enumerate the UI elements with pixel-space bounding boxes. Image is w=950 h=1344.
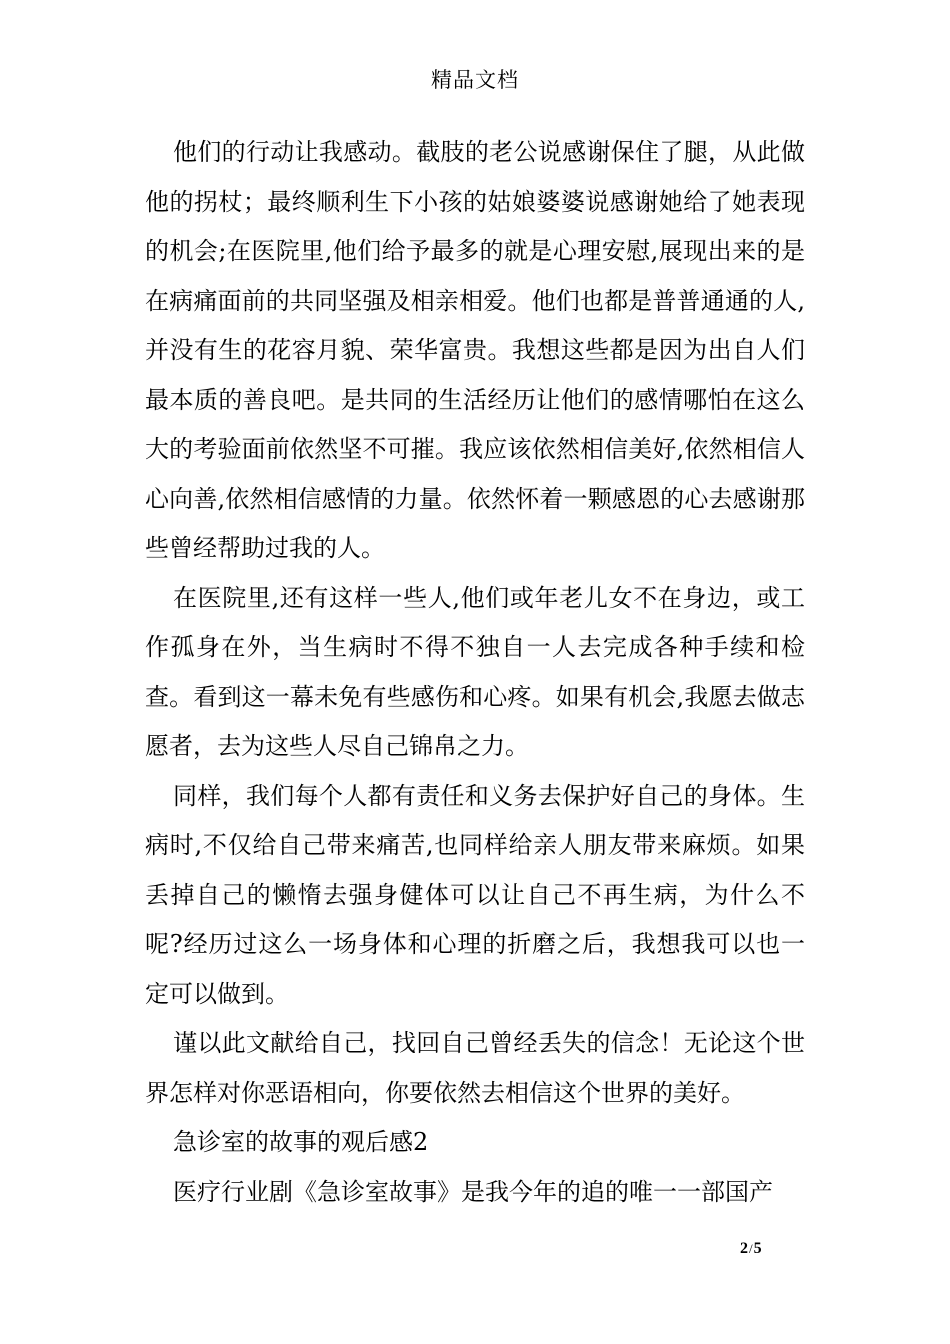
paragraph: 在医院里,还有这样一些人,他们或年老儿女不在身边，或工作孤身在外，当生病时不得不独自一人去完成各种手续和检查。看到这一幕未免有些感伤和心疼。如果有机会,我愿去做志愿者，去为这些人尽自己锦帛之力。	[145, 583, 805, 760]
paragraph: 医疗行业剧《急诊室故事》是我今年的追的唯一一部国产	[173, 1177, 773, 1206]
page-separator: /	[749, 1241, 753, 1256]
current-page: 2	[740, 1240, 748, 1257]
document-body	[145, 128, 805, 1217]
page-header: 精品文档	[431, 68, 519, 92]
paragraph: 谨以此文献给自己，找回自己曾经丢失的信念！无论这个世界怎样对你恶语相向，你要依然去相信这个世界的美好。	[145, 1029, 805, 1107]
paragraph: 同样，我们每个人都有责任和义务去保护好自己的身体。生病时,不仅给自己带来痛苦,也同样给亲人朋友带来麻烦。如果丢掉自己的懒惰去强身健体可以让自己不再生病，为什么不呢?经历过这么一场身体和心理的折磨之后，我想我可以也一定可以做到。	[145, 781, 805, 1008]
section-heading: 急诊室的故事的观后感2	[173, 1128, 429, 1156]
total-pages: 5	[753, 1240, 762, 1257]
page-number	[740, 1240, 800, 1258]
paragraph: 他们的行动让我感动。截肢的老公说感谢保住了腿，从此做他的拐杖；最终顺利生下小孩的姑娘婆婆说感谢她给了她表现的机会;在医院里,他们给予最多的就是心理安慰,展现出来的是在病痛面前的共同坚强及相亲相爱。他们也都是普普通通的人,并没有生的花容月貌、荣华富贵。我想这些都是因为出自人们最本质的善良吧。是共同的生活经历让他们的感情哪怕在这么大的考验面前依然坚不可摧。我应该依然相信美好,依然相信人心向善,依然相信感情的力量。依然怀着一颗感恩的心去感谢那些曾经帮助过我的人。	[145, 138, 805, 562]
